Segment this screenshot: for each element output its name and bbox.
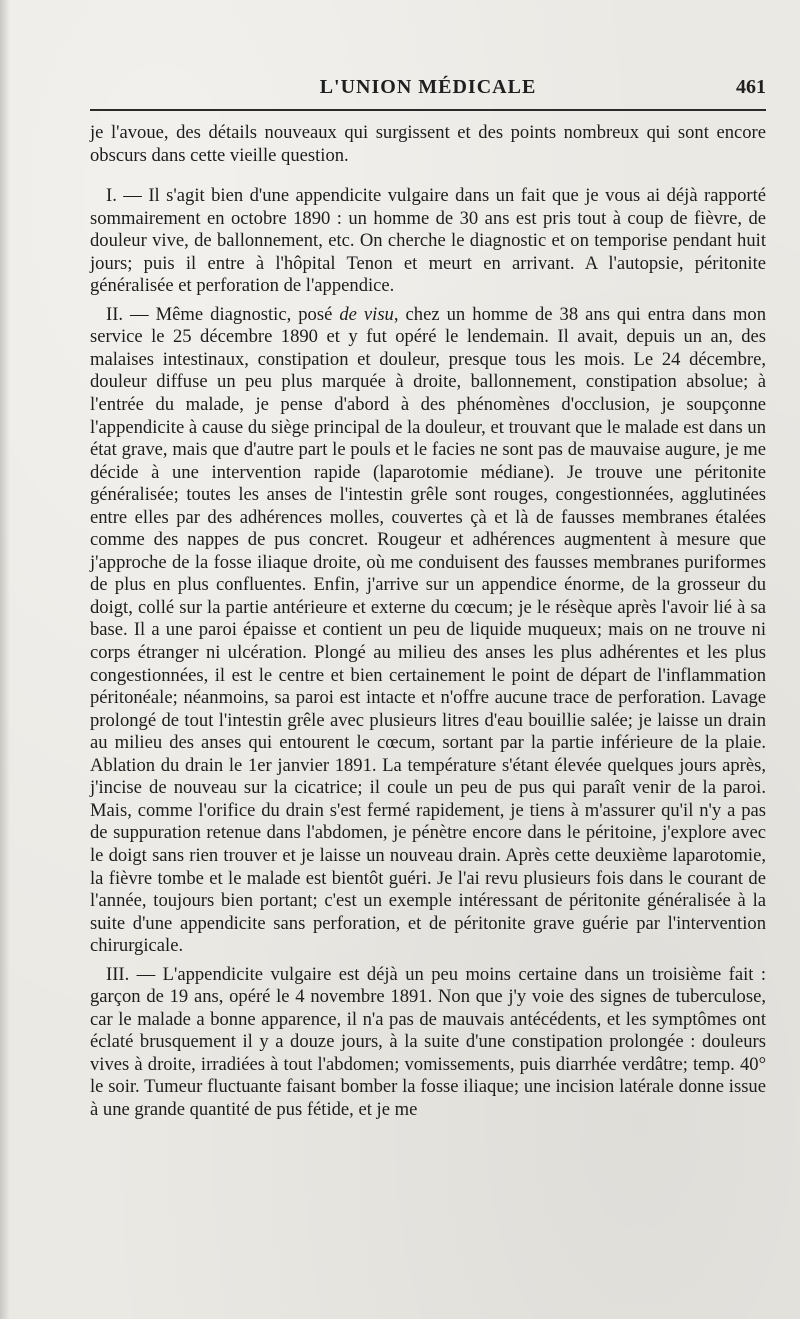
paragraph-case-1: I. — Il s'agit bien d'une appendicite vulgaire dans un fait que je vous ai déjà rapporté sommairement en octobre 1890 : un homme de 30 ans est pris tout à coup de fièvre, de douleur vive, de ballonnement, etc. On cherche le diagnostic et on temporise pendant huit jours; puis il entre à l'hôpital Tenon et meurt en arrivant. A l'autopsie, péritonite généralisée et perforation de l'appendice. [90, 185, 766, 297]
paragraph-case-2 [90, 304, 766, 958]
running-title: L'UNION MÉDICALE [319, 76, 537, 98]
page-header [90, 76, 766, 108]
case-2-lead: II. — Même diagnostic, posé [106, 303, 340, 325]
header-rule [90, 109, 766, 111]
page-edge-shadow [0, 0, 10, 1319]
body-text [90, 122, 766, 1122]
paragraph-continuation: je l'avoue, des détails nouveaux qui surgissent et des points nombreux qui sont encore obscurs dans cette vieille question. [90, 122, 766, 166]
page-number: 461 [736, 76, 766, 98]
case-2-text: chez un homme de 38 ans qui entra dans mon service le 25 décembre 1890 et y fut opéré le lendemain. Il avait, depuis un an, des malaises intestinaux, constipation et douleur, presque tous les mois. Le 24 décembre, douleur diffuse un peu plus marquée à droite, ballonnement, constipation absolue; à l'entrée du malade, je pense d'abord à des phénomènes d'occlusion, je soupçonne l'appendicite à cause du siège principal de la douleur, et trouvant que le malade est dans un état grave, mais que d'autre part le pouls et le facies ne sont pas de mauvaise augure, je me décide à une intervention rapide (laparotomie médiane). Je trouve une péritonite généralisée; toutes les anses de l'intestin grêle sont rouges, congestionnées, agglutinées entre elles par des adhérences molles, couvertes çà et là de fausses membranes étalées comme des nappes de pus concret. Rougeur et adhérences augmentent à mesure que j'approche de la fosse iliaque droite, où me conduisent des fausses membranes puriformes de plus en plus confluentes. Enfin, j'arrive sur un appendice énorme, de la grosseur du doigt, collé sur la partie antérieure et externe du cœcum; je le résèque après l'avoir lié à sa base. Il a une paroi épaisse et contient un peu de liquide muqueux; mais on ne trouve ni corps étranger ni ulcération. Plongé au milieu des anses les plus adhérentes et les plus congestionnées, il est le centre et bien certainement le point de départ de l'inflammation péritonéale; néanmoins, sa paroi est intacte et n'offre aucune trace de perforation. Lavage prolongé de tout l'intestin grêle avec plusieurs litres d'eau bouillie salée; je laisse un drain au milieu des anses qui entourent le cœcum, sortant par la partie inférieure de la plaie. Ablation du drain le 1er janvier 1891. La température s'étant élevée quelques jours après, j'incise de nouveau sur la cicatrice; il coule un peu de pus qui paraît venir de la paroi. Mais, comme l'orifice du drain s'est fermé rapidement, je tiens à m'assurer qu'il n'y a pas de suppuration retenue dans l'abdomen, je pénètre encore dans le péritoine, j'explore avec le doigt sans rien trouver et je laisse un nouveau drain. Après cette deuxième laparotomie, la fièvre tombe et le malade est bientôt guéri. Je l'ai revu plusieurs fois dans le courant de l'année, toujours bien portant; c'est un exemple intéressant de péritonite généralisée à la suite d'une appendicite sans perforation, et de péritonite grave guérie par l'intervention chirurgicale. [90, 303, 767, 957]
paragraph-case-3: III. — L'appendicite vulgaire est déjà un peu moins certaine dans un troisième fait : garçon de 19 ans, opéré le 4 novembre 1891. Non que j'y voie des signes de tuberculose, car le malade a bonne apparence, il n'a pas de mauvais antécédents, et les symptômes ont éclaté brusquement il y a douze jours, à la suite d'une constipation prolongée : douleurs vives à droite, irradiées à tout l'abdomen; vomissements, puis diarrhée verdâtre; temp. 40° le soir. Tumeur fluctuante faisant bomber la fosse iliaque; une incision latérale donne issue à une grande quantité de pus fétide, et je me [90, 963, 766, 1120]
case-2-comma: , [393, 303, 406, 325]
case-2-italic: de visu [339, 303, 394, 325]
